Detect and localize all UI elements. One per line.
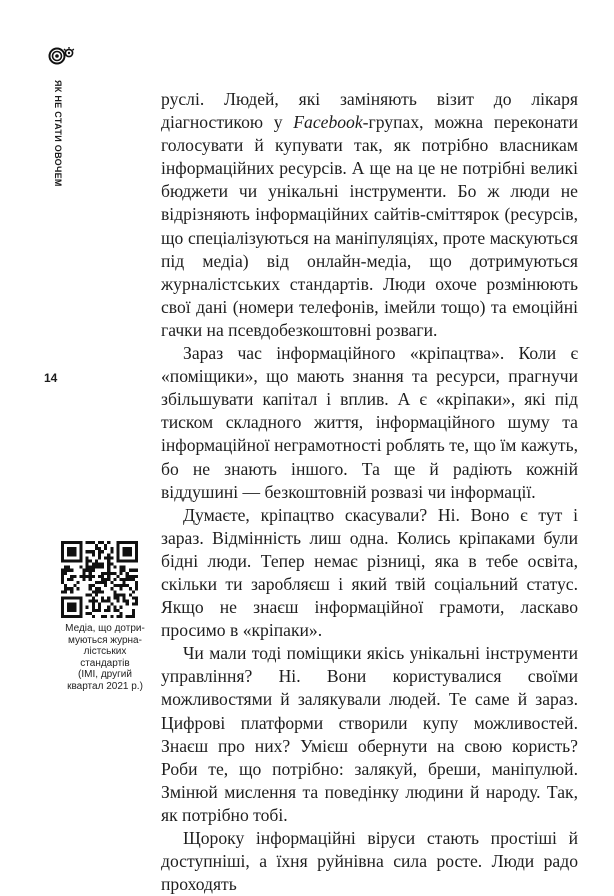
paragraph: Зараз час інформаційного «кріпацтва». Коли є «поміщики», що мають знання та ресурси, прагнучи збільшувати капітал і вплив. А є «кріпаки», які під тиском складного життя, інформаційного шуму та інформаційної неграмотності роблять те, що їм кажуть, бо не знають іншого. Та ще й радіють кожній віддушині — безкоштовній розвазі чи інформації.	[161, 343, 578, 502]
qr-code-icon[interactable]	[61, 541, 138, 618]
qr-caption	[53, 623, 157, 693]
paragraph: Думаєте, кріпацтво скасували? Ні. Воно є тут і зараз. Відмінність лиш одна. Колись кріпаками були бідні люди. Тепер немає різниці, яка в тебе освіта, скільки ти заробляєш і який твій соціальний статус. Якщо не знаєш інформаційної грамоти, ласкаво просимо в «кріпаки».	[161, 504, 578, 641]
caption-line: лістських	[83, 646, 127, 658]
caption-line: муються журна-	[68, 634, 142, 646]
page-number: 14	[44, 371, 58, 385]
caption-line: (ІМІ, другий	[78, 669, 132, 681]
concentric-circles-logo-icon	[48, 46, 76, 66]
running-title: ЯК НЕ СТАТИ ОВОЧЕМ	[53, 80, 63, 187]
paragraph: Щороку інформаційні віруси стають простіші й доступніші, а їхня руйнівна сила росте. Люди радо проходять	[161, 828, 578, 895]
caption-line: стандартів	[80, 657, 130, 669]
caption-line: Медіа, що дотри-	[65, 623, 145, 634]
paragraph: Чи мали тоді поміщики якісь унікальні інструменти управління? Ні. Вони користувалися своїми можливостями й залякували людей. Те саме й зараз. Цифрові платформи створили купу можливостей. Знаєш про них? Умієш обернути на свою користь? Роби те, що потрібно: залякуй, бреши, маніпулюй. Змінюй мислення та поведінку людини й народу. Так, як потрібно тобі.	[161, 643, 578, 825]
paragraph: руслі. Людей, які заміняють візит до лікаря діагностикою у Facebook-групах, можна переконати голосувати й купувати так, як потрібно власникам інформаційних ресурсів. А ще на це не потрібні великі бюджети чи унікальні інструменти. Бо ж люди не відрізняють інформаційних сайтів-сміттярок (ресурсів, що спеціалізуються на маніпуляціях, проте маскуються під медіа) від онлайн-медіа, що дотримуються журналістських стандартів. Люди охоче розмінюють свої дані (номери телефонів, імейли тощо) та емоційні гачки на псевдобезкоштовні розваги.	[161, 89, 578, 340]
caption-line: квартал 2021 р.)	[67, 680, 143, 692]
body-text	[161, 88, 578, 896]
